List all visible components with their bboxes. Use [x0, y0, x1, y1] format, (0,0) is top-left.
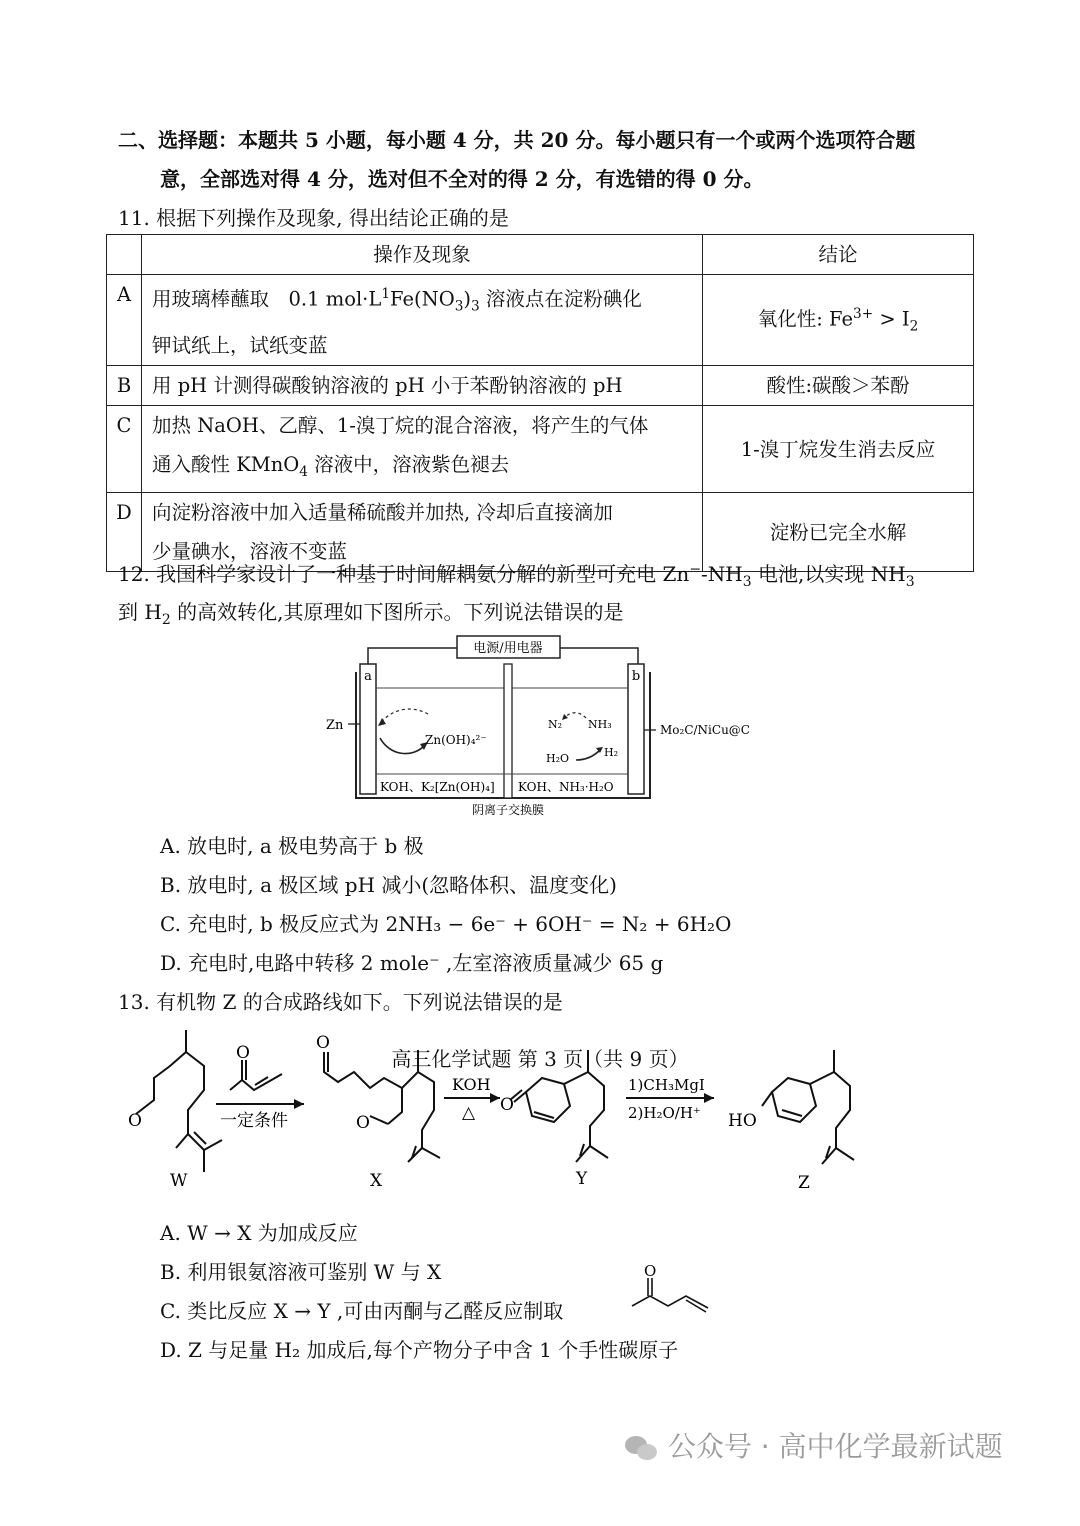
n2-label: N₂: [548, 718, 563, 731]
label-w: W: [170, 1171, 188, 1191]
h2o-label: H₂O: [546, 752, 570, 765]
h2-label: H₂: [604, 746, 619, 759]
step2-label: 2)H₂O/H⁺: [628, 1104, 701, 1122]
row-operation: 用玻璃棒蘸取 0.1 $mol\cdot L^1Fe(NO_3)_3$ 溶液点在淀粉碘化 钾试纸上，试纸变蓝: [142, 275, 703, 366]
electrode-b-label: b: [631, 669, 641, 684]
q13-option-a: A. W → X 为加成反应: [160, 1221, 358, 1245]
y-o-label: O: [500, 1095, 514, 1115]
q12-option-c: C. 充电时, b 极反应式为 2NH₃ − 6e⁻ + 6OH⁻ = N₂ + 6H₂O: [160, 912, 732, 936]
label-y: Y: [576, 1169, 588, 1189]
x-o-label: O: [316, 1033, 330, 1053]
koh-label: KOH: [452, 1075, 491, 1094]
right-solution-label: KOH、NH₃·H₂O: [518, 780, 614, 794]
row-label: A: [107, 275, 142, 366]
right-material-label: Mo₂C/NiCu@C: [660, 723, 750, 737]
q13-stem: 13. 有机物 Z 的合成路线如下。下列说法错误的是: [118, 990, 563, 1014]
header-conclusion: 结论: [703, 235, 974, 275]
table-row: [107, 366, 974, 406]
q13-option-d: D. Z 与足量 H₂ 加成后,每个产物分子中含 1 个手性碳原子: [160, 1338, 679, 1362]
table-row: [107, 406, 974, 493]
label-x: X: [370, 1171, 383, 1191]
header-operation: 操作及现象: [142, 235, 703, 275]
x-o2-label: O: [356, 1113, 370, 1133]
table-row: [107, 275, 974, 366]
butenone-o-label: O: [644, 1262, 657, 1280]
q12-stem-line2: 到 $H_2$ 的高效转化,其原理如下图所示。下列说法错误的是: [118, 600, 624, 628]
zn-label: Zn: [326, 718, 344, 733]
membrane-label: 阴离子交换膜: [471, 803, 545, 817]
q12-option-a: A. 放电时, a 极电势高于 b 极: [160, 834, 424, 858]
label-z: Z: [798, 1173, 810, 1193]
nh3-label: NH₃: [588, 718, 612, 731]
row-label: B: [107, 366, 142, 406]
membrane: [504, 664, 512, 798]
page-footer: 高三化学试题 第 3 页（共 9 页）: [391, 1047, 689, 1071]
q12-option-d: D. 充电时,电路中转移 2 mole⁻ ,左室溶液质量减少 65 g: [160, 951, 664, 975]
q11-table: [106, 234, 974, 572]
q11-stem: 11. 根据下列操作及现象, 得出结论正确的是: [118, 206, 509, 230]
q13-option-b: B. 利用银氨溶液可鉴别 W 与 X: [160, 1260, 442, 1284]
row-label: C: [107, 406, 142, 493]
table-header-row: [107, 235, 974, 275]
watermark: 公众号 · 高中化学最新试题: [625, 1425, 1003, 1465]
z-ho-label: HO: [728, 1111, 757, 1131]
row-conclusion: 1-溴丁烷发生消去反应: [703, 406, 974, 493]
row-operation: 用 pH 计测得碳酸钠溶液的 pH 小于苯酚钠溶液的 pH: [142, 366, 703, 406]
electrode-a-label: a: [364, 669, 372, 684]
cond1-label: 一定条件: [220, 1111, 288, 1131]
butenone-structure: [628, 1262, 720, 1314]
left-solution-label: KOH、K₂[Zn(OH)₄]: [380, 780, 495, 794]
wechat-icon: [625, 1434, 659, 1462]
row-operation: 加热 NaOH、乙醇、1-溴丁烷的混合溶液，将产生的气体 通入酸性 KMnO$_4$ 溶液中，溶液紫色褪去: [142, 406, 703, 493]
heat-label: △: [462, 1103, 476, 1123]
row-operation: 向淀粉溶液中加入适量稀硫酸并加热, 冷却后直接滴加 少量碘水，溶液不变蓝: [142, 493, 703, 572]
row-conclusion: 淀粉已完全水解: [703, 493, 974, 572]
step1-label: 1)CH₃MgI: [628, 1076, 705, 1094]
section-title-line2: 意，全部选对得 4 分，选对但不全对的得 2 分，有选错的得 0 分。: [160, 167, 764, 191]
w-o-label: O: [128, 1111, 142, 1131]
q13-option-c: C. 类比反应 X → Y ,可由丙酮与乙醛反应制取: [160, 1299, 564, 1323]
power-label: 电源/用电器: [473, 641, 543, 656]
battery-diagram: [320, 632, 765, 817]
row-conclusion: 酸性:碳酸＞苯酚: [703, 366, 974, 406]
q12-option-b: B. 放电时, a 极区域 pH 减小(忽略体积、温度变化): [160, 873, 617, 897]
section-title-line1: 二、选择题：本题共 5 小题，每小题 4 分，共 20 分。每小题只有一个或两个选项符合题: [118, 128, 916, 152]
row-label: D: [107, 493, 142, 572]
q12-stem-line1: 12. 我国科学家设计了一种基于时间解耦氨分解的新型可充电 $Zn^--NH_3$ 电池,以实现 $NH_3$: [118, 561, 915, 590]
row-conclusion: 氧化性: $Fe^{3+} > I_2$: [703, 275, 974, 366]
mvk-o-label: O: [236, 1043, 250, 1063]
zincate-label: Zn(OH)₄²⁻: [425, 733, 487, 747]
